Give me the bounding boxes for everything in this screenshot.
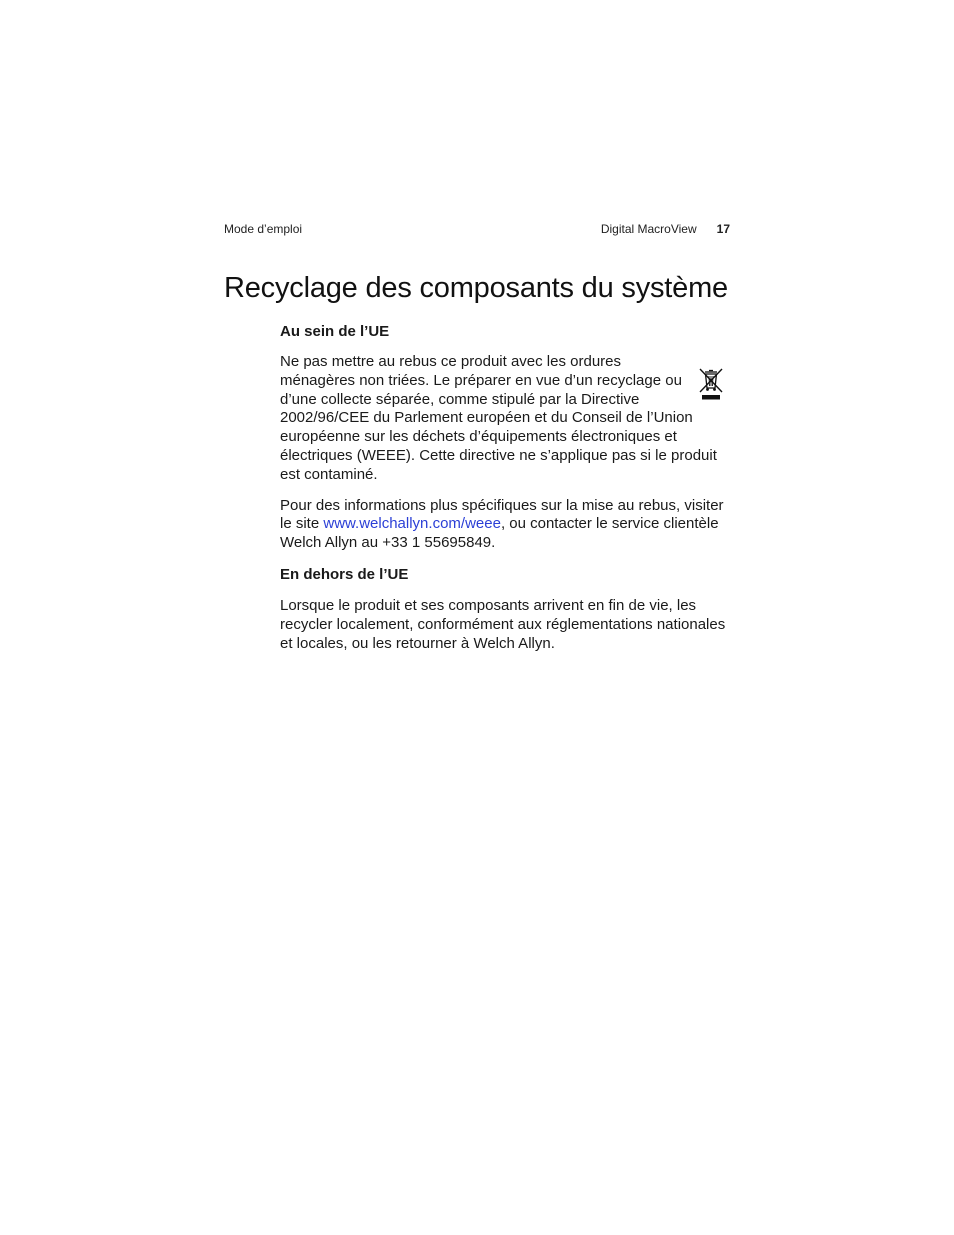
page-number: 17	[716, 222, 730, 236]
running-header	[224, 222, 730, 238]
header-product-name: Digital MacroView	[600, 222, 697, 236]
eu-disposal-text: Ne pas mettre au rebus ce produit avec les ordures ménagères non triées. Le préparer en vue d’un recyclage ou d’une collecte séparée, comme stipulé par la Directive 2002/96/CEE du Parlement européen et du Conseil de l’Union européenne sur les déchets d’équipements électroniques et électriques (WEEE). Cette directive ne s’applique pas si le produit est contaminé.	[280, 353, 717, 483]
eu-contact-text-after: , ou contacter le service clientèle Welch Allyn au +33 1 55695849.	[280, 515, 719, 552]
weee-website-link[interactable]: www.welchallyn.com/weee	[323, 515, 501, 533]
outside-eu-paragraph: Lorsque le produit et ses composants arrivent en fin de vie, les recycler localement, conformément aux réglementations nationales et locales, ou les retourner à Welch Allyn.	[280, 596, 726, 652]
page-title: Recyclage des composants du système	[224, 272, 728, 304]
main-content	[280, 322, 730, 665]
section-heading-outside-eu: En dehors de l’UE	[280, 565, 409, 583]
header-product-and-page	[601, 222, 730, 236]
icon-wrap-spacer	[682, 353, 730, 391]
eu-contact-paragraph	[280, 497, 730, 553]
eu-disposal-paragraph	[280, 353, 730, 485]
header-document-type: Mode d’emploi	[224, 222, 303, 236]
section-heading-eu: Au sein de l’UE	[280, 323, 390, 340]
eu-contact-text-before: Pour des informations plus spécifiques sur la mise au rebus, visiter le site	[280, 496, 724, 533]
